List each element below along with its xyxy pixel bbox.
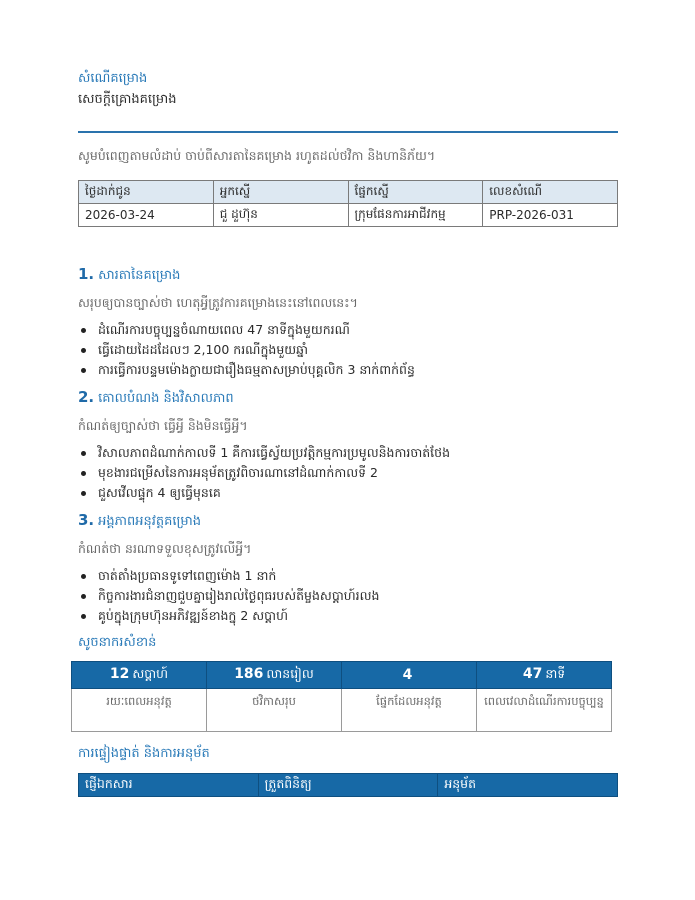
title-divider: [78, 131, 618, 133]
list-item: ដំណើរការបច្ចុប្បន្នចំណាយពេល 47 នាទីក្នុងមួយករណី: [78, 320, 618, 340]
kpi-label-row: [72, 689, 612, 732]
signoff-header-row: [79, 774, 618, 797]
section-heading: [78, 510, 618, 532]
meta-header-date: ថ្ងៃដាក់ជូន: [79, 181, 214, 204]
document-eyebrow: សំណើគម្រោង: [78, 71, 148, 86]
section-background: [78, 264, 618, 380]
section-title: គោលបំណង និងវិសាលភាព: [98, 391, 234, 406]
section-title: អង្គភាពអនុវត្តគម្រោង: [98, 514, 202, 529]
kpi-value-departments: [342, 662, 477, 689]
kpi-title: សូចនាករសំខាន់: [78, 635, 157, 650]
kpi-unit: លានរៀល: [266, 665, 314, 681]
intro-text: សូមបំពេញតាមលំដាប់ ចាប់ពីសារតានៃគម្រោង រហូតដល់ថវិកា និងហានិភ័យ។: [78, 148, 436, 163]
kpi-label: ផ្នែកដែលអនុវត្ត: [342, 689, 477, 732]
signoff-title: ការផ្ទៀងផ្ទាត់ និងការអនុម័ត: [78, 746, 210, 761]
section-scope: [78, 387, 618, 503]
signoff-header-approve: អនុម័ត: [438, 774, 618, 797]
meta-value-proposer: ជួ ដួហ៊ុន: [213, 204, 348, 227]
kpi-value-duration: [72, 662, 207, 689]
kpi-label: រយៈពេលអនុវត្ត: [72, 689, 207, 732]
section-heading: [78, 387, 618, 409]
meta-header-row: [79, 181, 618, 204]
section-bullet-list: [78, 320, 618, 380]
section-bullet-list: [78, 443, 618, 503]
list-item: វិសាលភាពដំណាក់កាលទី 1 គឺការធ្វើស្វ័យប្រវត្តិកម្មការប្រមូលនិងការចាត់ថែង: [78, 443, 618, 463]
section-number: 3.: [78, 511, 95, 529]
signoff-table: [78, 773, 618, 797]
kpi-number: 12: [109, 665, 130, 682]
signoff-header-review: ត្រួតពិនិត្យ: [258, 774, 438, 797]
meta-header-proposer: អ្នកស្នើ: [213, 181, 348, 204]
list-item: មុខងារជម្រើសនៃការអនុម័តត្រូវពិចារណានៅដំណាក់កាលទី 2: [78, 463, 618, 483]
meta-table: [78, 180, 618, 227]
signoff-heading-wrap: [78, 745, 618, 763]
section-title: សារតានៃគម្រោង: [98, 268, 181, 283]
kpi-number: 186: [234, 665, 264, 682]
document-page: [78, 66, 618, 227]
kpi-unit: នាទី: [545, 665, 566, 681]
list-item: ធ្វើដោយដៃដដែលៗ 2,100 ករណីក្នុងមួយឆ្នាំ: [78, 340, 618, 360]
kpi-number: 47: [522, 665, 543, 682]
signoff-header-submit: ផ្ញើឯកសារ: [79, 774, 259, 797]
kpi-value-row: [72, 662, 612, 689]
kpi-value-budget: [207, 662, 342, 689]
meta-value-number: PRP-2026-031: [483, 204, 618, 227]
kpi-value-process-time: [477, 662, 612, 689]
section-subtitle: កំណត់ឲ្យច្បាស់ថា ធ្វើអ្វី និងមិនធ្វើអ្វី។: [78, 418, 248, 433]
kpi-label: ពេលវេលាដំណើរការបច្ចុប្បន្ន: [477, 689, 612, 732]
section-heading: [78, 264, 618, 286]
meta-value-date: 2026-03-24: [79, 204, 214, 227]
meta-value-row: [79, 204, 618, 227]
section-number: 1.: [78, 265, 95, 283]
kpi-heading-wrap: [78, 634, 618, 652]
meta-header-department: ផ្នែកស្នើ: [348, 181, 483, 204]
kpi-label: ថវិកាសរុប: [207, 689, 342, 732]
section-organization: [78, 510, 618, 626]
document-title: សេចក្តីគ្រោងគម្រោង: [78, 92, 177, 107]
section-bullet-list: [78, 566, 618, 626]
kpi-number: 4: [402, 667, 413, 683]
kpi-unit: សប្តាហ៍: [132, 665, 169, 681]
list-item: ចាត់តាំងប្រធានទូទៅពេញម៉ោង 1 នាក់: [78, 566, 618, 586]
meta-value-department: ក្រុមផែនការអាជីវកម្ម: [348, 204, 483, 227]
list-item: គូប់ក្នុងក្រុមហ៊ុនអភិវឌ្ឍន៍ខាងក្នុ 2 សប្តាហ៍: [78, 606, 618, 626]
section-number: 2.: [78, 388, 95, 406]
section-subtitle: សរុបឲ្យបានច្បាស់ថា ហេតុអ្វីត្រូវការគម្រោងនេះនៅពេលនេះ។: [78, 295, 358, 310]
section-subtitle: កំណត់ថា នរណាទទួលខុសត្រូវលើអ្វី។: [78, 541, 252, 556]
list-item: ជួសវើលផ្ទុក 4 ឲ្យធ្វើមុនគេ: [78, 483, 618, 503]
list-item: កិច្ចការងារជំនាញជួបគ្នារៀងរាល់ថ្ងៃពុធរបស់តីម្ចងសប្តាហ៍រលង: [78, 586, 618, 606]
kpi-table: [71, 661, 612, 732]
meta-header-number: លេខសំណើ: [483, 181, 618, 204]
list-item: ការធ្វើការបន្ទមម៉ោងក្លាយជារឿងធម្មតាសម្រាប់បុគ្គលិក 3 នាក់ពាក់ព័ន្ធ: [78, 360, 618, 380]
